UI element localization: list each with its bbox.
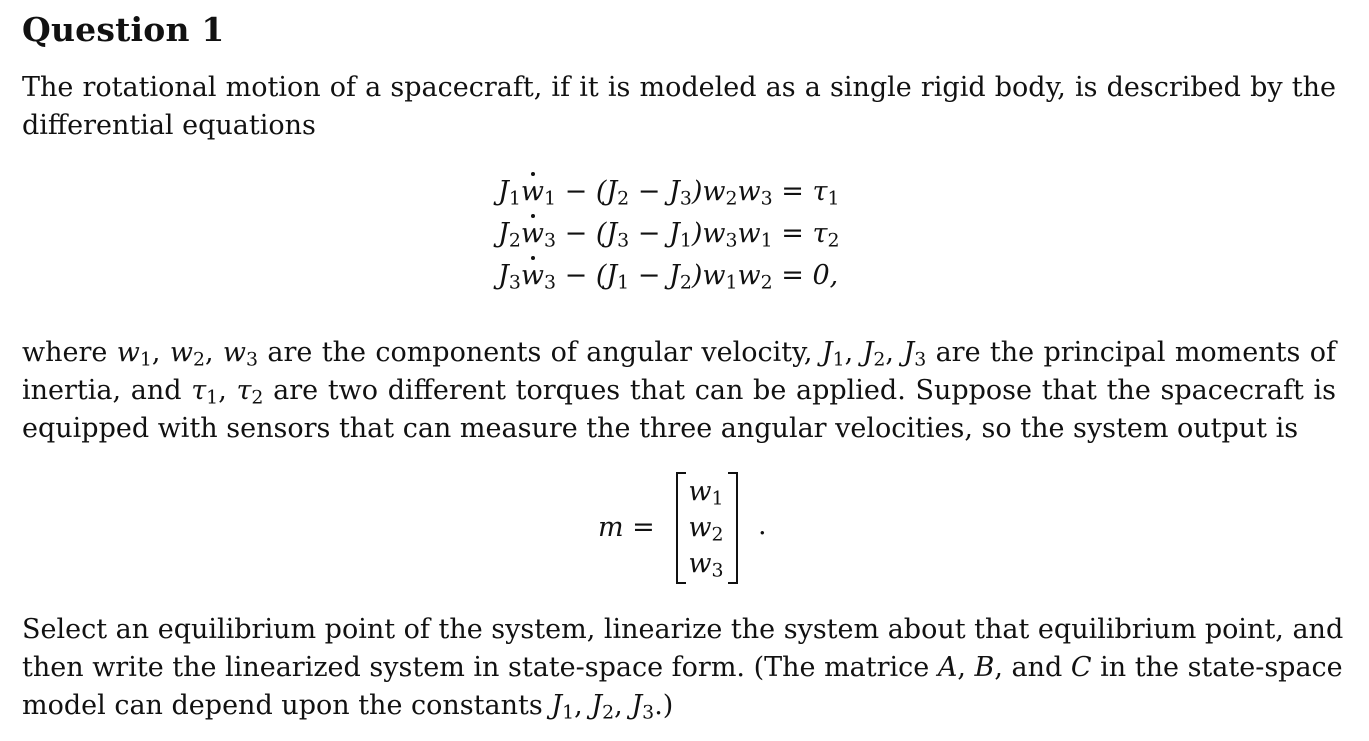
right-bracket <box>728 472 738 584</box>
intro-line-1: The rotational motion of a spacecraft, if it is modeled as a single rigid body, is described by the <box>22 72 1336 103</box>
matrix-entries <box>684 474 728 582</box>
variables-line-2: inertia, and $\tau_1$, $\tau_2$ are two different torques that can be applied. Suppose that the spacecraft is <box>22 375 1336 409</box>
differential-equations <box>498 171 839 297</box>
equation-2: $J_2w_3 - (J_3 - J_1)w_3w_1 = \tau_2$ <box>498 213 839 255</box>
task-line-3: model can depend upon the constants $J_1$, $J_2$, $J_3$.) <box>22 690 674 724</box>
matrix-entry-3: $w_3$ <box>688 548 724 582</box>
matrix-lhs: m = <box>598 512 655 543</box>
task-line-1: Select an equilibrium point of the system, linearize the system about that equilibrium point, and <box>22 614 1344 645</box>
matrix-entry-2: $w_2$ <box>688 512 724 546</box>
question-heading: Question 1 <box>22 10 225 49</box>
variables-paragraph <box>22 334 1336 448</box>
equation-1: $J_1w_1 - (J_2 - J_3)w_2w_3 = \tau_1$ <box>498 171 839 213</box>
matrix-entry-1: $w_1$ <box>688 476 724 510</box>
equation-3: $J_3w_3 - (J_1 - J_2)w_1w_2 = 0$, <box>498 255 839 297</box>
intro-line-2: differential equations <box>22 110 316 141</box>
matrix-period: . <box>758 510 767 541</box>
intro-paragraph <box>22 69 1336 145</box>
variables-line-1: where $w_1$, $w_2$, $w_3$ are the components of angular velocity, $J_1$, $J_2$, $J_3$ are the principal moments of <box>22 337 1336 371</box>
variables-line-3: equipped with sensors that can measure the three angular velocities, so the system output is <box>22 413 1299 444</box>
task-line-2: then write the linearized system in state-space form. (The matrice A, B, and C in the state-space <box>22 652 1343 683</box>
task-paragraph <box>22 611 1344 725</box>
